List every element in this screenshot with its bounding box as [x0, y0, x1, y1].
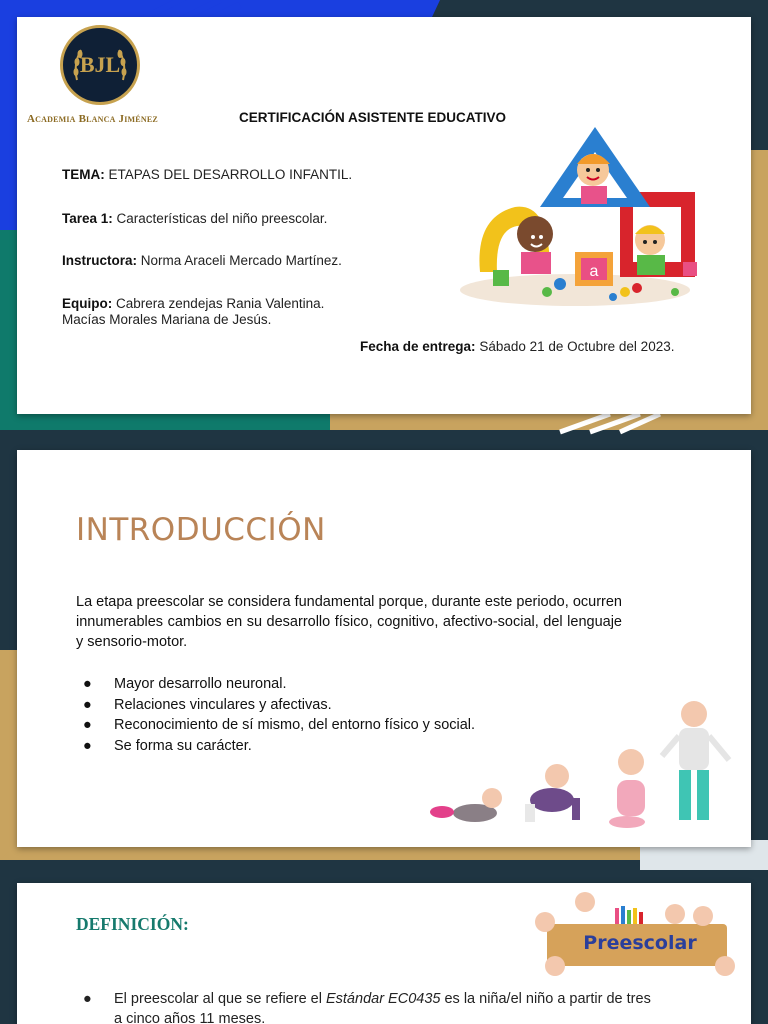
slide-introduccion — [17, 450, 751, 847]
certification-title: CERTIFICACIÓN ASISTENTE EDUCATIVO — [239, 110, 507, 125]
intro-paragraph: La etapa preescolar se considera fundamental porque, durante este periodo, ocurren innumerables cambios en su desarrollo físico, cognitivo, afectivo-social, del lenguaje y sensorio-motor. — [76, 594, 622, 650]
fecha-value: Sábado 21 de Octubre del 2023. — [479, 339, 675, 354]
banner-label: Preescolar — [583, 932, 697, 954]
baby-4 — [662, 701, 729, 820]
tarea-line — [62, 211, 327, 226]
tema-value: ETAPAS DEL DESARROLLO INFANTIL. — [108, 167, 353, 182]
baby-1 — [430, 788, 502, 822]
bullet-dot-icon: ● — [83, 696, 92, 713]
list-item: ● Mayor desarrollo neuronal. — [83, 674, 475, 695]
tarea-label: Tarea 1: — [62, 211, 113, 226]
crawling-babies-illustration — [417, 700, 742, 835]
slide-cover — [17, 17, 751, 414]
fecha-label: Fecha de entrega: — [360, 339, 476, 354]
equipo-member-2: Macías Morales Mariana de Jesús. — [62, 312, 272, 327]
toy-blocks-illustration — [455, 122, 700, 312]
bullet-dot-icon: ● — [83, 737, 92, 754]
list-item: ● Relaciones vinculares y afectivas. — [83, 695, 475, 716]
instructora-value: Norma Araceli Mercado Martínez. — [140, 253, 342, 268]
block-letter: a — [589, 263, 599, 280]
equipo-member-1: Cabrera zendejas Rania Valentina. — [116, 296, 325, 311]
tema-label: TEMA: — [62, 167, 105, 182]
list-item: ● Se forma su carácter. — [83, 736, 475, 757]
slide-definicion — [17, 883, 751, 1024]
academy-name: Academia Blanca Jiménez — [27, 113, 158, 125]
equipo-line — [62, 296, 324, 328]
logo-initials: BJL — [79, 52, 121, 77]
baby-3 — [609, 749, 645, 828]
equipo-label: Equipo: — [62, 296, 113, 311]
definition-bullet: ● El preescolar al que se refiere el Estándar EC0435 es la niña/el niño a partir de tres a cinco años 11 meses. — [83, 991, 651, 1024]
bullet-dot-icon: ● — [83, 991, 92, 1007]
definition-title: DEFINICIÓN: — [76, 914, 189, 934]
instructora-line — [62, 253, 342, 268]
preescolar-banner-illustration — [525, 888, 745, 983]
intro-title: INTRODUCCIÓN — [76, 512, 326, 548]
tarea-value: Características del niño preescolar. — [116, 211, 328, 226]
instructora-label: Instructora: — [62, 253, 138, 268]
baby-2 — [525, 764, 580, 822]
academy-logo — [60, 25, 140, 105]
tema-line — [62, 167, 352, 182]
bullet-dot-icon: ● — [83, 676, 92, 692]
fecha-line — [360, 339, 674, 354]
bullet-dot-icon: ● — [83, 717, 92, 733]
list-item: ● Reconocimiento de sí mismo, del entorno físico y social. — [83, 715, 475, 736]
